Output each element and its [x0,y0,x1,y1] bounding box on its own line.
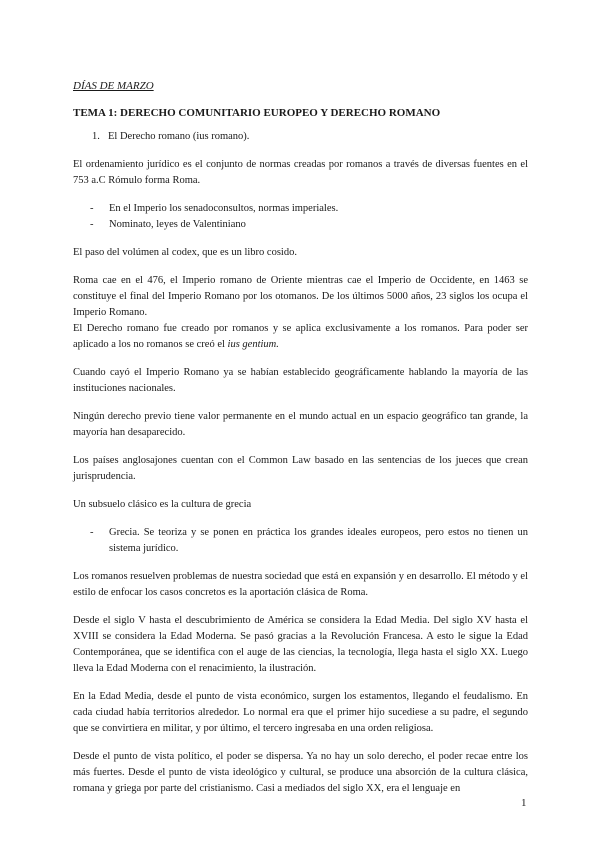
paragraph: Desde el siglo V hasta el descubrimiento de América se considera la Edad Media. Del siglo XV hasta el XVIII se considera la Edad Moderna. Se pasó gracias a la Revolución Francesa. A esto le sigue la Edad Contemporánea, que se identifica con el auge de las ciencias, la tecnología, llega hasta el siglo XX. Luego lleva la Edad Moderna con el renacimiento, la ilustración. [73,615,528,674]
italic-term: ius gentium. [227,339,279,350]
dash-list [73,525,528,557]
page-number: 1 [521,797,527,809]
list-item: - Nominato, leyes de Valentiniano [90,219,246,230]
paragraph: Los países anglosajones cuentan con el Common Law basado en las sentencias de los jueces que crean jurisprudencia. [73,455,528,482]
paragraph: Ningún derecho previo tiene valor permanente en el mundo actual en un espacio geográfico tan grande, la mayoría han desaparecido. [73,411,528,438]
page-content [73,78,528,809]
paragraph: El paso del volúmen al codex, que es un libro cosido. [73,247,297,258]
paragraph: El Derecho romano fue creado por romanos y se aplica exclusivamente a los romanos. Para poder ser aplicado a los no romanos se creó el ius gentium. [73,323,528,350]
paragraph: Un subsuelo clásico es la cultura de grecia [73,499,252,510]
paragraph: Cuando cayó el Imperio Romano ya se habían establecido geográficamente hablando la mayoría de las instituciones nacionales. [73,367,528,394]
paragraph: Desde el punto de vista político, el poder se dispersa. Ya no hay un solo derecho, el poder recae entre los más fuertes. Desde el punto de vista ideológico y cultural, se produce una absorción de la cultura clásica, romana y griega por parte del cristianismo. Casi a mediados del siglo XX, era el lenguaje en [73,751,528,794]
list-item: - En el Imperio los senadoconsultos, normas imperiales. [90,203,339,214]
paragraph: El ordenamiento jurídico es el conjunto de normas creadas por romanos a través de diversas fuentes en el 753 a.C Rómulo forma Roma. [73,159,528,186]
list-item: - Grecia. Se teoriza y se ponen en práctica los grandes ideales europeos, pero estos no tienen un sistema jurídico. [90,527,528,554]
chapter-title: TEMA 1: DERECHO COMUNITARIO EUROPEO Y DERECHO ROMANO [73,107,441,119]
paragraph: Los romanos resuelven problemas de nuestra sociedad que está en expansión y en desarrollo. El método y el estilo de enfocar los casos concretos es la aportación clásica de Roma. [73,571,528,598]
paragraph: En la Edad Media, desde el punto de vista económico, surgen los estamentos, llegando el feudalismo. En cada ciudad había territorios alrededor. Lo normal era que el primer hijo sucediese a su padre, el segundo que se convirtiera en militar, y por último, el tercero ingresaba en una orden religiosa. [73,691,528,734]
dash-list [73,201,528,233]
heading-number: 1. [92,131,100,142]
numbered-heading [92,129,528,145]
section-header: DÍAS DE MARZO [73,80,154,92]
heading-text: El Derecho romano (ius romano). [108,131,250,142]
paragraph: Roma cae en el 476, el Imperio romano de Oriente mientras cae el Imperio de Occidente, en 1463 se constituye el final del Imperio Romano por los otomanos. De los últimos 5000 años, 23 siglos los ocupa el Imperio Romano. [73,275,528,318]
